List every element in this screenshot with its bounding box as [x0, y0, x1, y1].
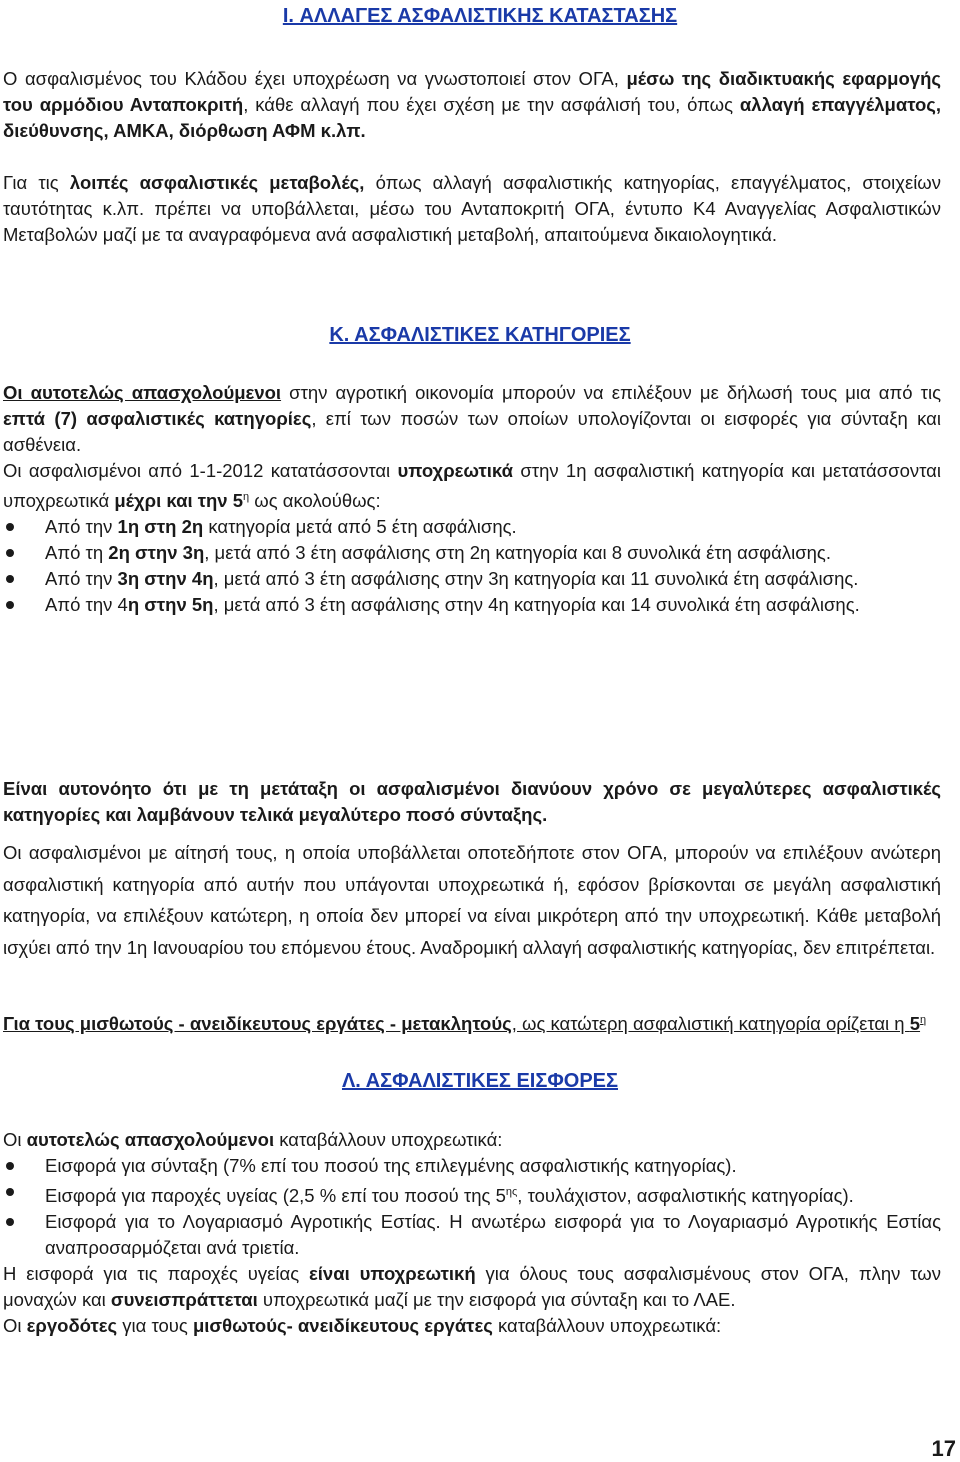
list-item [3, 592, 941, 618]
bold-text: λοιπές ασφαλιστικές μεταβολές, [69, 172, 365, 193]
text: , τουλάχιστον, ασφαλιστικής κατηγορίας). [517, 1185, 854, 1207]
text: ως ακολούθως: [249, 490, 381, 512]
list-item [3, 540, 941, 566]
bold-text: 1η στη 2η [117, 516, 204, 538]
bold-text: μισθωτούς- ανειδίκευτους εργάτες [192, 1315, 493, 1337]
bold-text: Οι αυτοτελώς απασχολούμενοι [3, 382, 282, 403]
text: , επί των ποσών των οποίων υπολογίζονται οι εισφορές για σύνταξη και ασθένεια. [3, 408, 941, 455]
text: , ως κατώτερη ασφαλιστική κατηγορία ορίζεται η [511, 1013, 910, 1035]
text: , μετά από 3 έτη ασφάλισης στην 4η κατηγορία και 14 συνολικά έτη ασφάλισης. [213, 594, 860, 616]
text: Από την 4 [45, 594, 128, 616]
section-k-paragraph-4: Οι ασφαλισμένοι με αίτησή τους, η οποία υποβάλλεται οποτεδήποτε στον ΟΓΑ, μπορούν να επιλέξουν ανώτερη ασφαλιστική κατηγορία από αυτήν που υπάγονται υποχρεωτικά ή, εφόσον βρίσκονται σε μεγάλη ασφαλιστική κατηγορία, να επιλέξουν κατώτερη, η οποία δεν μπορεί να είναι μικρότερη από την υποχρεωτική. Κάθε μεταβολή ισχύει από την 1η Ιανουαρίου του επόμενου έτους. Αναδρομική αλλαγή ασφαλιστικής κατηγορίας, δεν επιτρέπεται. [3, 842, 941, 958]
text: στην αγροτική οικονομία μπορούν να επιλέξουν με δήλωσή τους μια από τις [281, 382, 941, 403]
bold-text: Για τους μισθωτούς - ανειδίκευτους εργάτες - μετακλητούς [3, 1013, 512, 1035]
superscript: η [920, 1014, 927, 1026]
text: Για τις [3, 172, 70, 193]
text: Οι ασφαλισμένοι από 1-1-2012 κατατάσσονται [3, 460, 398, 481]
bold-text: μέχρι και την 5 [114, 490, 244, 512]
contribution-bullet-list [3, 1153, 941, 1261]
bold-text: η στην 5η [127, 594, 214, 616]
text: στην 1η ασφαλιστική κατηγορία και μετατάσσονται υποχρεωτικά [3, 460, 941, 512]
section-i-paragraph-1 [3, 66, 941, 144]
bold-text: μέσω της διαδικτυακής εφαρμογής του αρμόδιου Ανταποκριτή [3, 68, 941, 115]
bold-text: υποχρεωτικά [397, 460, 514, 481]
superscript: ης [505, 1186, 518, 1198]
section-k-title: Κ. ΑΣΦΑΛΙΣΤΙΚΕΣ ΚΑΤΗΓΟΡΙΕΣ [329, 324, 631, 346]
section-l-paragraph-1 [3, 1127, 941, 1153]
text: για όλους τους ασφαλισμένους στον ΟΓΑ, πλην των μοναχών και [3, 1263, 941, 1311]
section-k-paragraph-1 [3, 380, 941, 458]
text: Από τη [45, 542, 109, 564]
section-i-paragraph-2 [3, 170, 941, 248]
text: , κάθε αλλαγή που έχει σχέση με την ασφάλισή του, όπως [243, 94, 740, 115]
section-k-paragraph-5 [3, 1007, 941, 1037]
list-item: Εισφορά για σύνταξη (7% επί του ποσού της επιλεγμένης ασφαλιστικής κατηγορίας). [3, 1153, 941, 1179]
text: Εισφορά για παροχές υγείας (2,5 % επί του ποσού της 5 [45, 1185, 506, 1207]
text: καταβάλλουν υποχρεωτικά: [492, 1315, 722, 1337]
bold-text: επτά (7) ασφαλιστικές κατηγορίες [3, 408, 312, 429]
section-k-paragraph-3: Είναι αυτονόητο ότι με τη μετάταξη οι ασφαλισμένοι διανύουν χρόνο σε μεγαλύτερες ασφαλιστικές κατηγορίες και λαμβάνουν τελικά μεγαλύτερο ποσό σύνταξης. [3, 778, 941, 825]
section-k-paragraph-2 [3, 458, 941, 514]
list-item [3, 1179, 941, 1209]
text: Οι [3, 1129, 27, 1150]
text: όπως αλλαγή ασφαλιστικής κατηγορίας, επαγγέλματος, στοιχείων ταυτότητας κ.λπ. πρέπει να υποβάλλεται, μέσω του Ανταποκριτή ΟΓΑ, έντυπο Κ4 Αναγγελίας Ασφαλιστικών Μεταβολών μαζί με τα αναγραφόμενα ανά ασφαλιστική μεταβολή, απαιτούμενα δικαιολογητικά. [3, 172, 941, 245]
bold-text: συνεισπράττεται [110, 1289, 258, 1311]
section-l-title: Λ. ΑΣΦΑΛΙΣΤΙΚΕΣ ΕΙΣΦΟΡΕΣ [341, 1070, 619, 1092]
section-l-paragraph-3 [3, 1313, 941, 1339]
text: Από την [45, 516, 118, 538]
list-item [3, 514, 941, 540]
text: Από την [45, 568, 118, 590]
text: , μετά από 3 έτη ασφάλισης στη 2η κατηγορία και 8 συνολικά έτη ασφάλισης. [204, 542, 831, 564]
bold-text: 2η στην 3η [108, 542, 205, 564]
bold-text: εργοδότες [26, 1315, 118, 1337]
text: , μετά από 3 έτη ασφάλισης στην 3η κατηγορία και 11 συνολικά έτη ασφάλισης. [213, 568, 859, 590]
list-item: Εισφορά για το Λογαριασμό Αγροτικής Εστίας. Η ανωτέρω εισφορά για το Λογαριασμό Αγροτικής Εστίας αναπροσαρμόζεται ανά τριετία. [3, 1209, 941, 1261]
section-k-body [3, 380, 941, 618]
section-i-title: I. ΑΛΛΑΓΕΣ ΑΣΦΑΛΙΣΤΙΚΗΣ ΚΑΤΑΣΤΑΣΗΣ [282, 5, 678, 27]
bold-text: 5 [909, 1013, 921, 1035]
list-item [3, 566, 941, 592]
page-number: 17 [931, 1436, 956, 1461]
section-l-paragraph-2 [3, 1261, 941, 1313]
bold-text: αυτοτελώς απασχολούμενοι [26, 1129, 275, 1150]
text: για τους [117, 1315, 193, 1337]
text: Ο ασφαλισμένος του Κλάδου έχει υποχρέωση να γνωστοποιεί στον ΟΓΑ, [3, 68, 627, 89]
section-l-body [3, 1127, 941, 1339]
category-bullet-list [3, 514, 941, 618]
bold-text: 3η στην 4η [117, 568, 214, 590]
text: υποχρεωτικά μαζί με την εισφορά για σύνταξη και το ΛΑΕ. [257, 1289, 736, 1311]
text: Η εισφορά για τις παροχές υγείας [3, 1263, 309, 1285]
text: καταβάλλουν υποχρεωτικά: [274, 1129, 503, 1150]
superscript: η [243, 491, 250, 503]
bold-text: είναι υποχρεωτική [308, 1263, 476, 1285]
text: κατηγορία μετά από 5 έτη ασφάλισης. [203, 516, 517, 538]
bold-text: αλλαγή επαγγέλματος, διεύθυνσης, ΑΜΚΑ, διόρθωση ΑΦΜ κ.λπ. [3, 94, 941, 141]
text: Οι [3, 1315, 27, 1337]
